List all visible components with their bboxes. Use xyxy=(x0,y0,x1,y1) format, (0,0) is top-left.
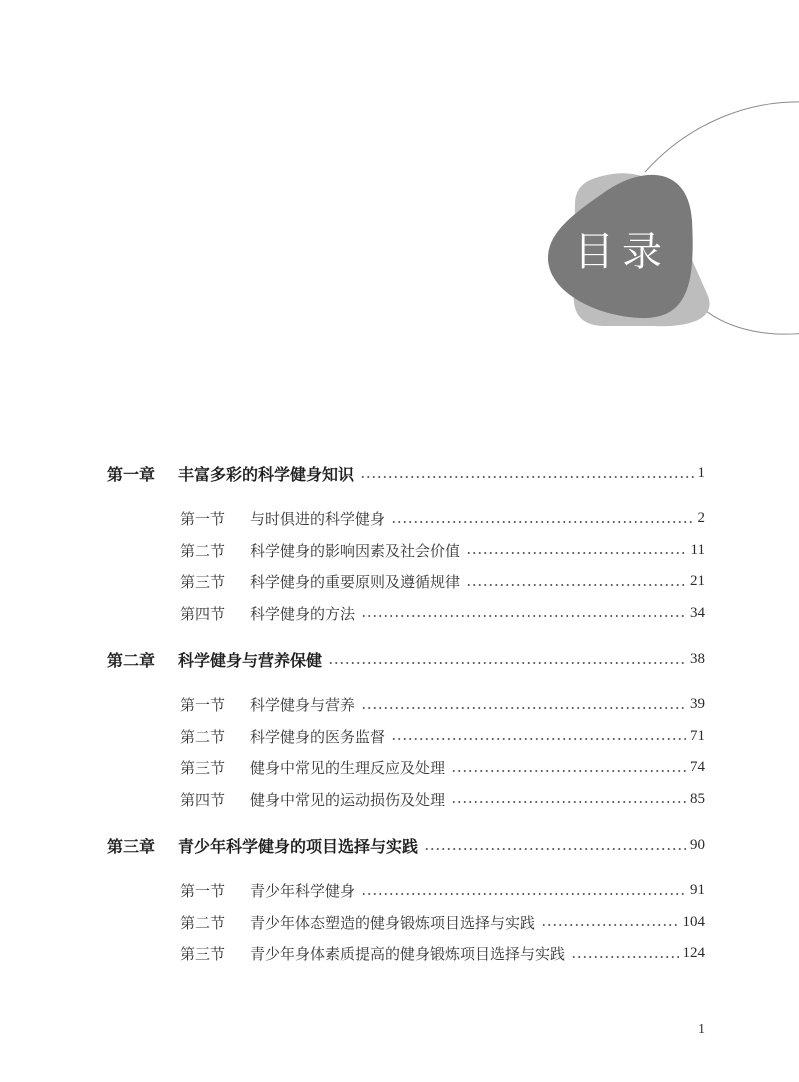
page-number: 90 xyxy=(690,837,705,853)
section-label: 第二节 xyxy=(180,727,226,746)
dot-leader xyxy=(391,520,693,524)
toc-section-row xyxy=(107,752,705,784)
dot-leader xyxy=(360,475,693,479)
page-number: 11 xyxy=(690,541,705,558)
page-number: 2 xyxy=(697,510,705,527)
section-title: 科学健身的重要原则及遵循规律 xyxy=(250,573,461,592)
page-number: 85 xyxy=(690,790,705,807)
section-label: 第四节 xyxy=(180,790,226,809)
page-number: 39 xyxy=(690,696,705,713)
dot-leader xyxy=(451,800,686,804)
section-title: 青少年科学健身 xyxy=(250,882,356,901)
toc-chapter-row xyxy=(107,830,705,861)
toc-section-row xyxy=(107,535,705,567)
toc-section-row xyxy=(107,503,705,535)
section-label: 第一节 xyxy=(180,882,226,901)
toc-section-row xyxy=(107,566,705,598)
toc-chapter-row xyxy=(107,458,705,489)
folio-page-number: 1 xyxy=(698,1022,705,1037)
toc-section-row xyxy=(107,907,705,939)
table-of-contents xyxy=(107,458,705,985)
chapter-block xyxy=(107,830,705,970)
toc-section-row xyxy=(107,598,705,630)
page-number: 1 xyxy=(697,465,705,481)
toc-section-row xyxy=(107,721,705,753)
dot-leader xyxy=(466,583,686,587)
section-title: 健身中常见的生理反应及处理 xyxy=(250,759,446,778)
page-number: 104 xyxy=(682,913,705,930)
section-title: 青少年体态塑造的健身锻炼项目选择与实践 xyxy=(250,913,536,932)
chapter-title: 青少年科学健身的项目选择与实践 xyxy=(178,839,419,856)
dot-leader xyxy=(361,614,686,618)
section-title: 青少年身体素质提高的健身锻炼项目选择与实践 xyxy=(250,945,566,964)
dot-leader xyxy=(541,923,678,927)
chapter-label: 第三章 xyxy=(107,839,156,856)
section-label: 第二节 xyxy=(180,541,226,560)
section-title: 与时俱进的科学健身 xyxy=(250,510,386,529)
page-number: 34 xyxy=(690,604,705,621)
toc-section-row xyxy=(107,938,705,970)
toc-chapter-row xyxy=(107,644,705,675)
dot-leader xyxy=(466,551,687,555)
page-number: 38 xyxy=(690,651,705,667)
chapter-block xyxy=(107,644,705,815)
section-label: 第三节 xyxy=(180,759,226,778)
dot-leader xyxy=(424,847,686,851)
section-title: 科学健身的方法 xyxy=(250,604,356,623)
section-title: 健身中常见的运动损伤及处理 xyxy=(250,790,446,809)
page-number: 71 xyxy=(690,727,705,744)
toc-section-row xyxy=(107,875,705,907)
dot-leader xyxy=(391,737,686,741)
chapter-title: 丰富多彩的科学健身知识 xyxy=(178,467,355,484)
section-label: 第一节 xyxy=(180,696,226,715)
chapter-label: 第二章 xyxy=(107,653,156,670)
dot-leader xyxy=(361,706,686,710)
decorative-curve-upper xyxy=(645,102,799,172)
page-number: 21 xyxy=(690,573,705,590)
section-label: 第四节 xyxy=(180,604,226,623)
section-label: 第三节 xyxy=(180,573,226,592)
dot-leader xyxy=(328,661,686,665)
page-number: 74 xyxy=(690,759,705,776)
section-title: 科学健身的医务监督 xyxy=(250,727,386,746)
toc-section-row xyxy=(107,689,705,721)
section-label: 第一节 xyxy=(180,510,226,529)
dot-leader xyxy=(361,892,686,896)
chapter-title: 科学健身与营养保健 xyxy=(178,653,323,670)
section-title: 科学健身与营养 xyxy=(250,696,356,715)
chapter-block xyxy=(107,458,705,629)
decorative-curve-lower xyxy=(700,306,799,334)
title-emblem xyxy=(0,0,799,400)
section-label: 第三节 xyxy=(180,945,226,964)
chapter-label: 第一章 xyxy=(107,467,156,484)
page-number: 91 xyxy=(690,882,705,899)
page-number: 124 xyxy=(682,945,705,962)
section-label: 第二节 xyxy=(180,913,226,932)
toc-section-row xyxy=(107,784,705,816)
section-title: 科学健身的影响因素及社会价值 xyxy=(250,541,461,560)
contents-heading: 目录 xyxy=(574,229,670,275)
dot-leader xyxy=(571,955,678,959)
dot-leader xyxy=(451,769,686,773)
